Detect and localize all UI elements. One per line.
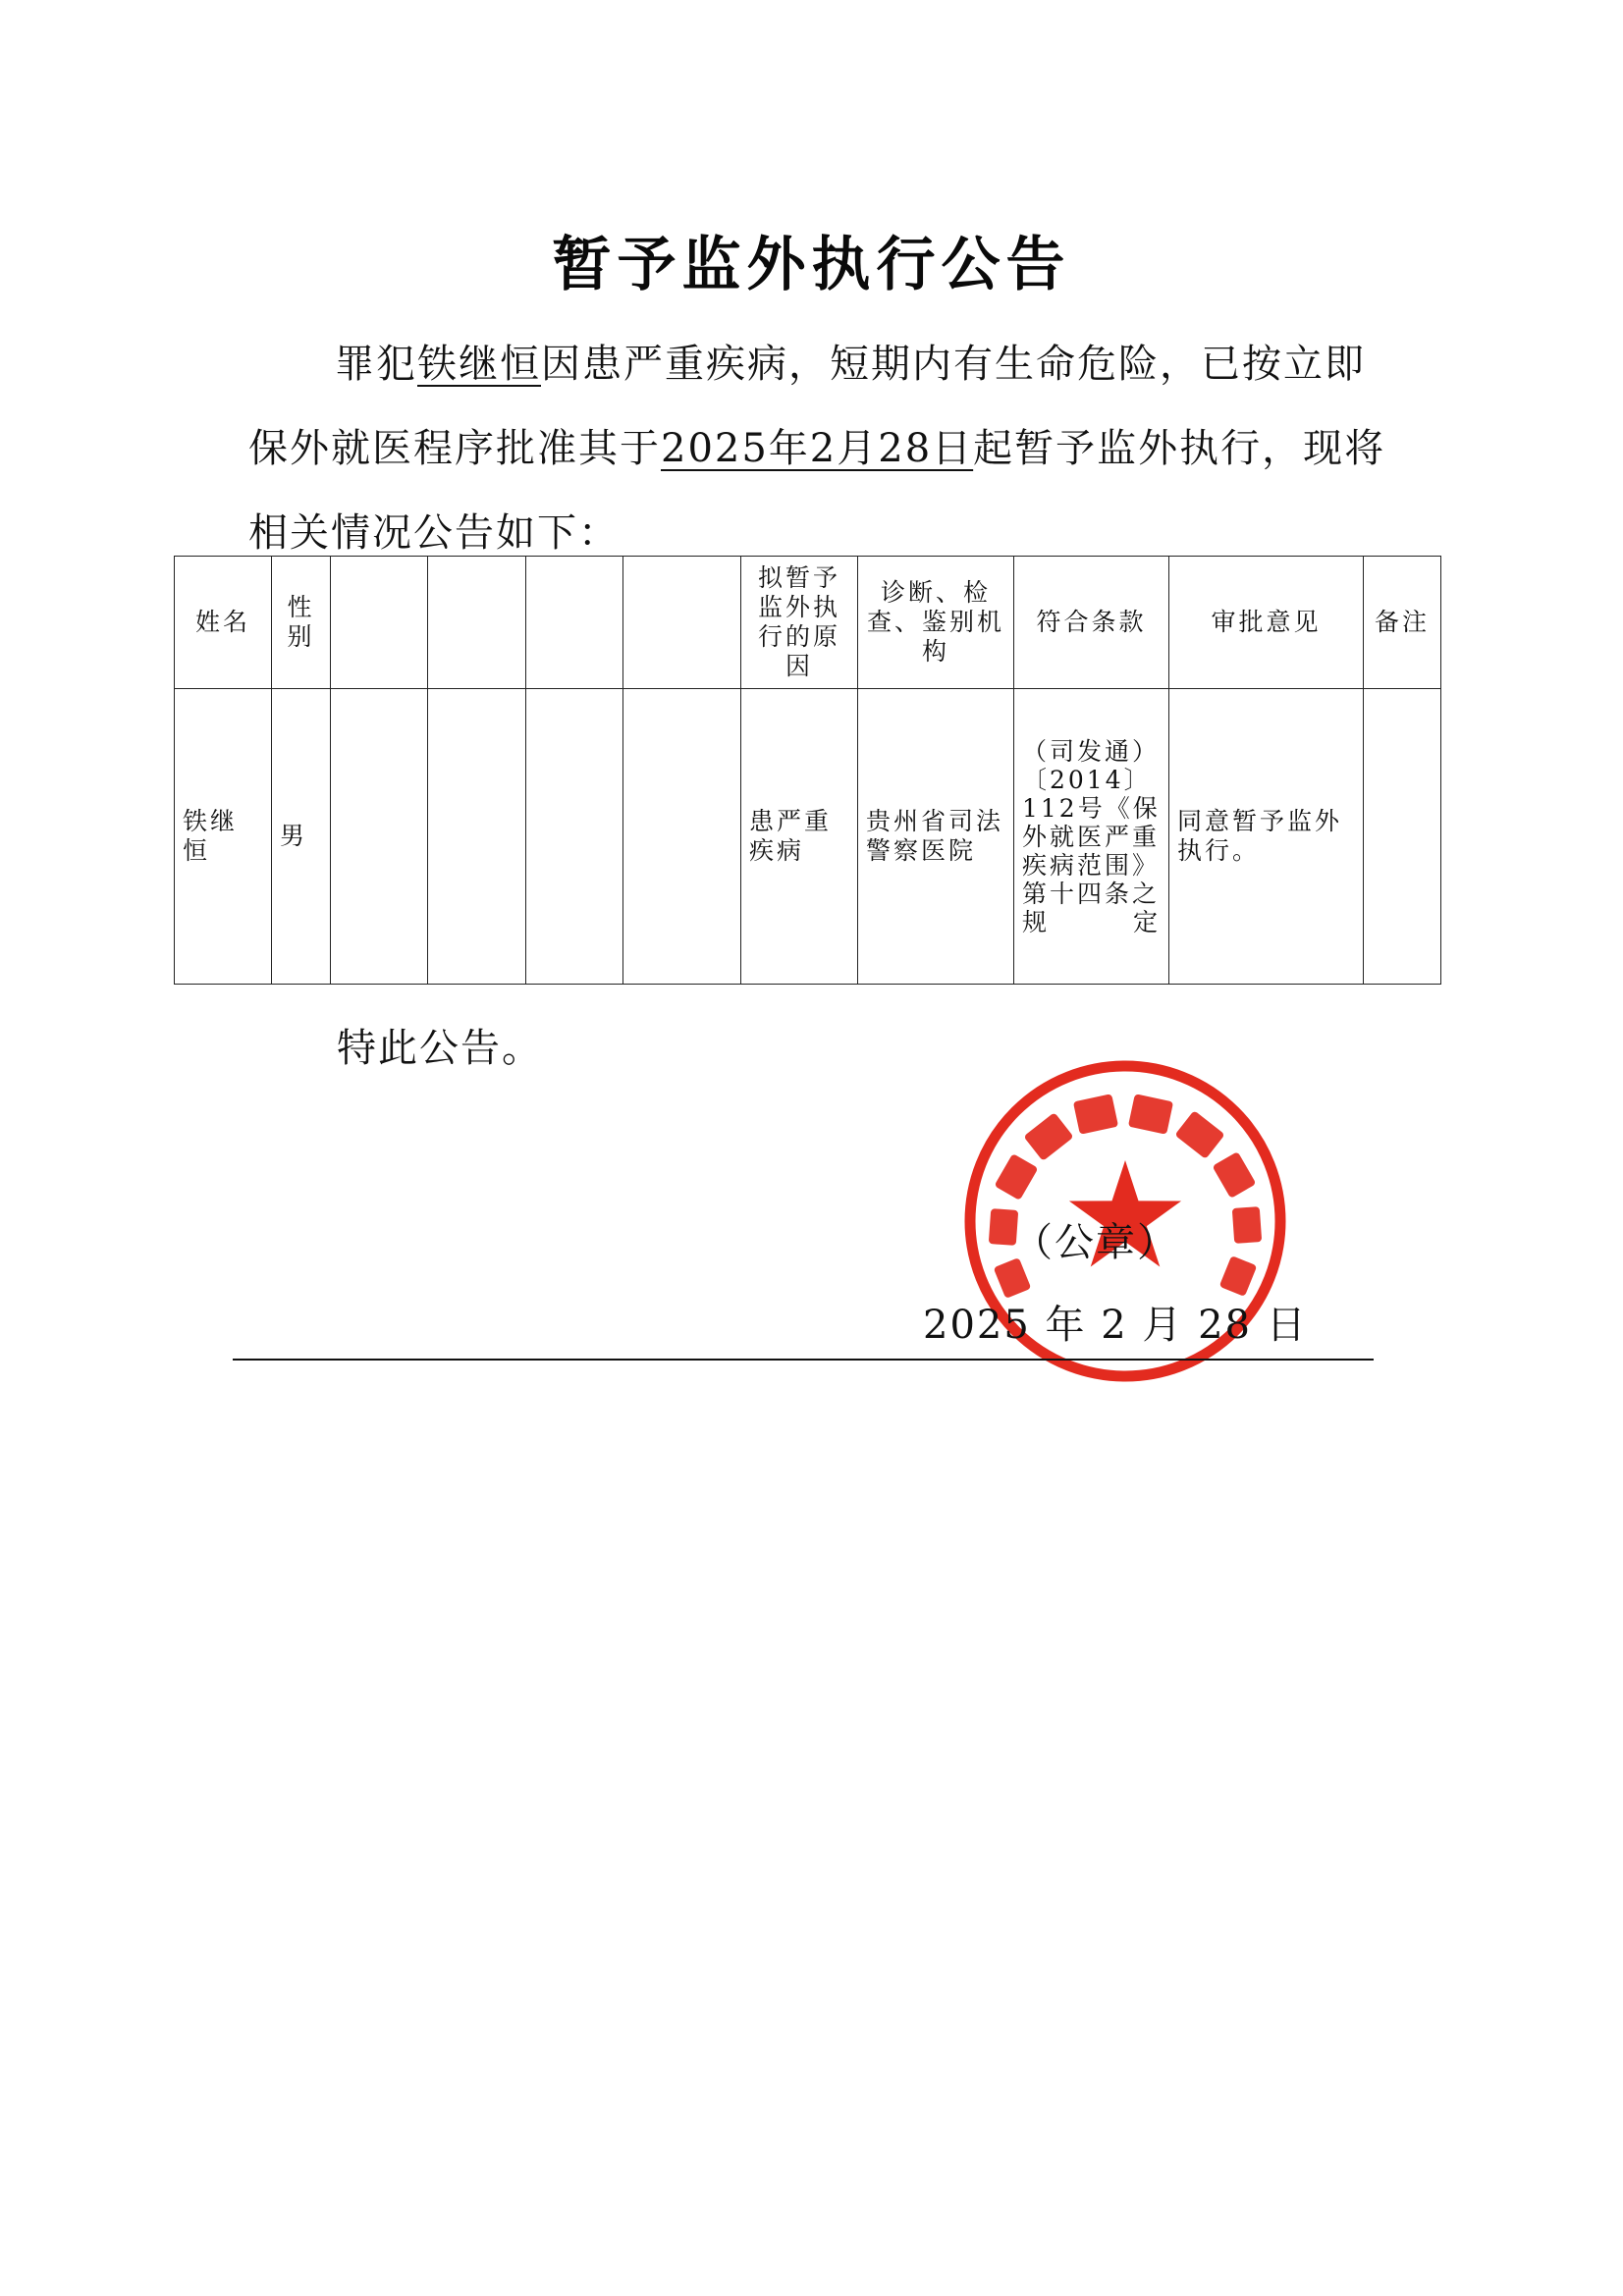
header-cell: 诊断、检查、鉴别机构 (858, 557, 1014, 689)
execution-date: 2025年2月28日 (661, 426, 974, 471)
header-cell: 备注 (1364, 557, 1441, 689)
header-cell (428, 557, 526, 689)
notice-paragraph (248, 322, 1387, 575)
header-cell (526, 557, 623, 689)
table-row (175, 689, 1441, 985)
cell-gender: 男 (272, 689, 331, 985)
closing-text: 特此公告。 (337, 1026, 543, 1071)
cell-empty (331, 689, 428, 985)
para-text-2: 因患严重疾病，短期内有生命危险，已按立即保外就医程序批准其于 (248, 342, 1366, 471)
bottom-rule (233, 1359, 1374, 1361)
cell-empty (526, 689, 623, 985)
cell-opinion: 同意暂予监外执行。 (1169, 689, 1364, 985)
cell-empty (428, 689, 526, 985)
cell-clause: （司发通）〔2014〕112号《保外就医严重疾病范围》第十四条之规定 (1014, 689, 1169, 985)
cell-remark (1364, 689, 1441, 985)
para-text-3: 起暂予监外执行，现将相关情况公告如下： (248, 426, 1386, 556)
para-text-1: 罪犯 (335, 342, 417, 387)
header-cell: 审批意见 (1169, 557, 1364, 689)
header-cell: 性别 (272, 557, 331, 689)
criminal-name: 铁继恒 (417, 342, 541, 387)
page-title: 暂予监外执行公告 (552, 231, 1071, 299)
header-cell: 符合条款 (1014, 557, 1169, 689)
header-cell: 姓名 (175, 557, 272, 689)
cell-empty (623, 689, 741, 985)
notice-table (174, 556, 1441, 985)
header-cell (331, 557, 428, 689)
cell-reason: 患严重疾病 (741, 689, 858, 985)
header-cell: 拟暂予监外执行的原因 (741, 557, 858, 689)
cell-name: 铁继恒 (175, 689, 272, 985)
header-cell (623, 557, 741, 689)
seal-label: （公章） (1013, 1220, 1178, 1265)
signature-date: 2025 年 2 月 28 日 (923, 1303, 1308, 1348)
table-header-row (175, 557, 1441, 689)
cell-institution: 贵州省司法警察医院 (858, 689, 1014, 985)
